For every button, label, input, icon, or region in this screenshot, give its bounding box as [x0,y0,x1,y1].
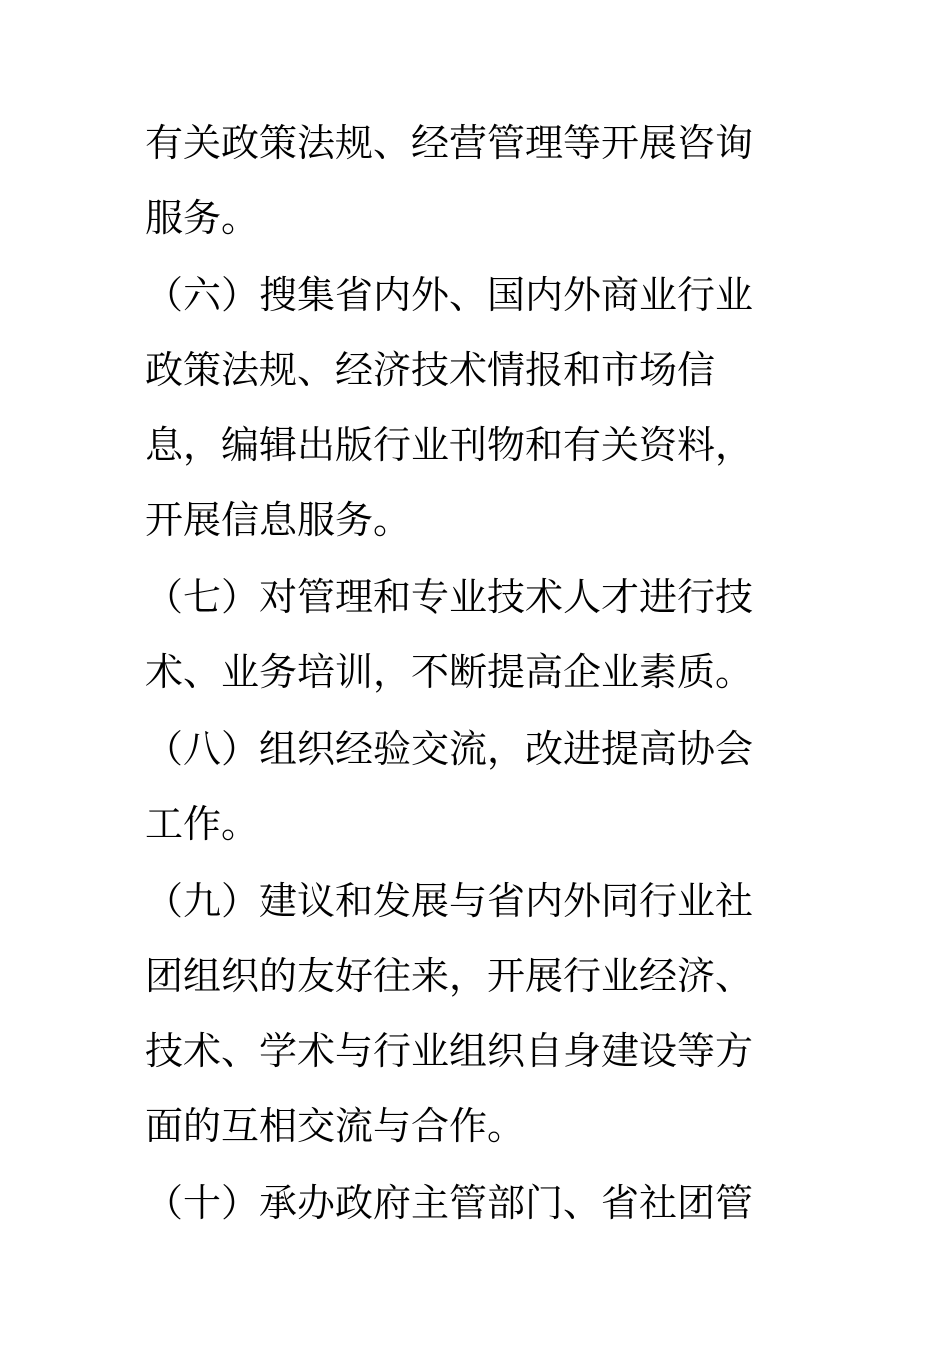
text-line: 工作。 [145,802,260,846]
document-body [145,121,785,1225]
item-eight-heading-line: （八）组织经验交流，改进提高协会 [145,727,754,771]
item-seven-heading-line: （七）对管理和专业技术人才进行技 [145,575,754,619]
text-line: 团组织的友好往来，开展行业经济、 [145,954,754,998]
text-line: 术、业务培训，不断提高企业素质。 [145,650,754,694]
item-nine-heading-line: （九）建议和发展与省内外同行业社 [145,879,754,923]
text-line: 有关政策法规、经营管理等开展咨询 [145,121,754,165]
text-line: 开展信息服务。 [145,498,412,542]
text-line: 面的互相交流与合作。 [145,1104,526,1148]
text-line: 政策法规、经济技术情报和市场信 [145,348,716,392]
text-line: 服务。 [145,196,260,240]
item-ten-heading-line: （十）承办政府主管部门、省社团管 [145,1181,754,1225]
text-line: 技术、学术与行业组织自身建设等方 [145,1029,754,1073]
text-line: 息，编辑出版行业刊物和有关资料， [145,423,754,467]
item-six-heading-line: （六）搜集省内外、国内外商业行业 [145,273,754,317]
